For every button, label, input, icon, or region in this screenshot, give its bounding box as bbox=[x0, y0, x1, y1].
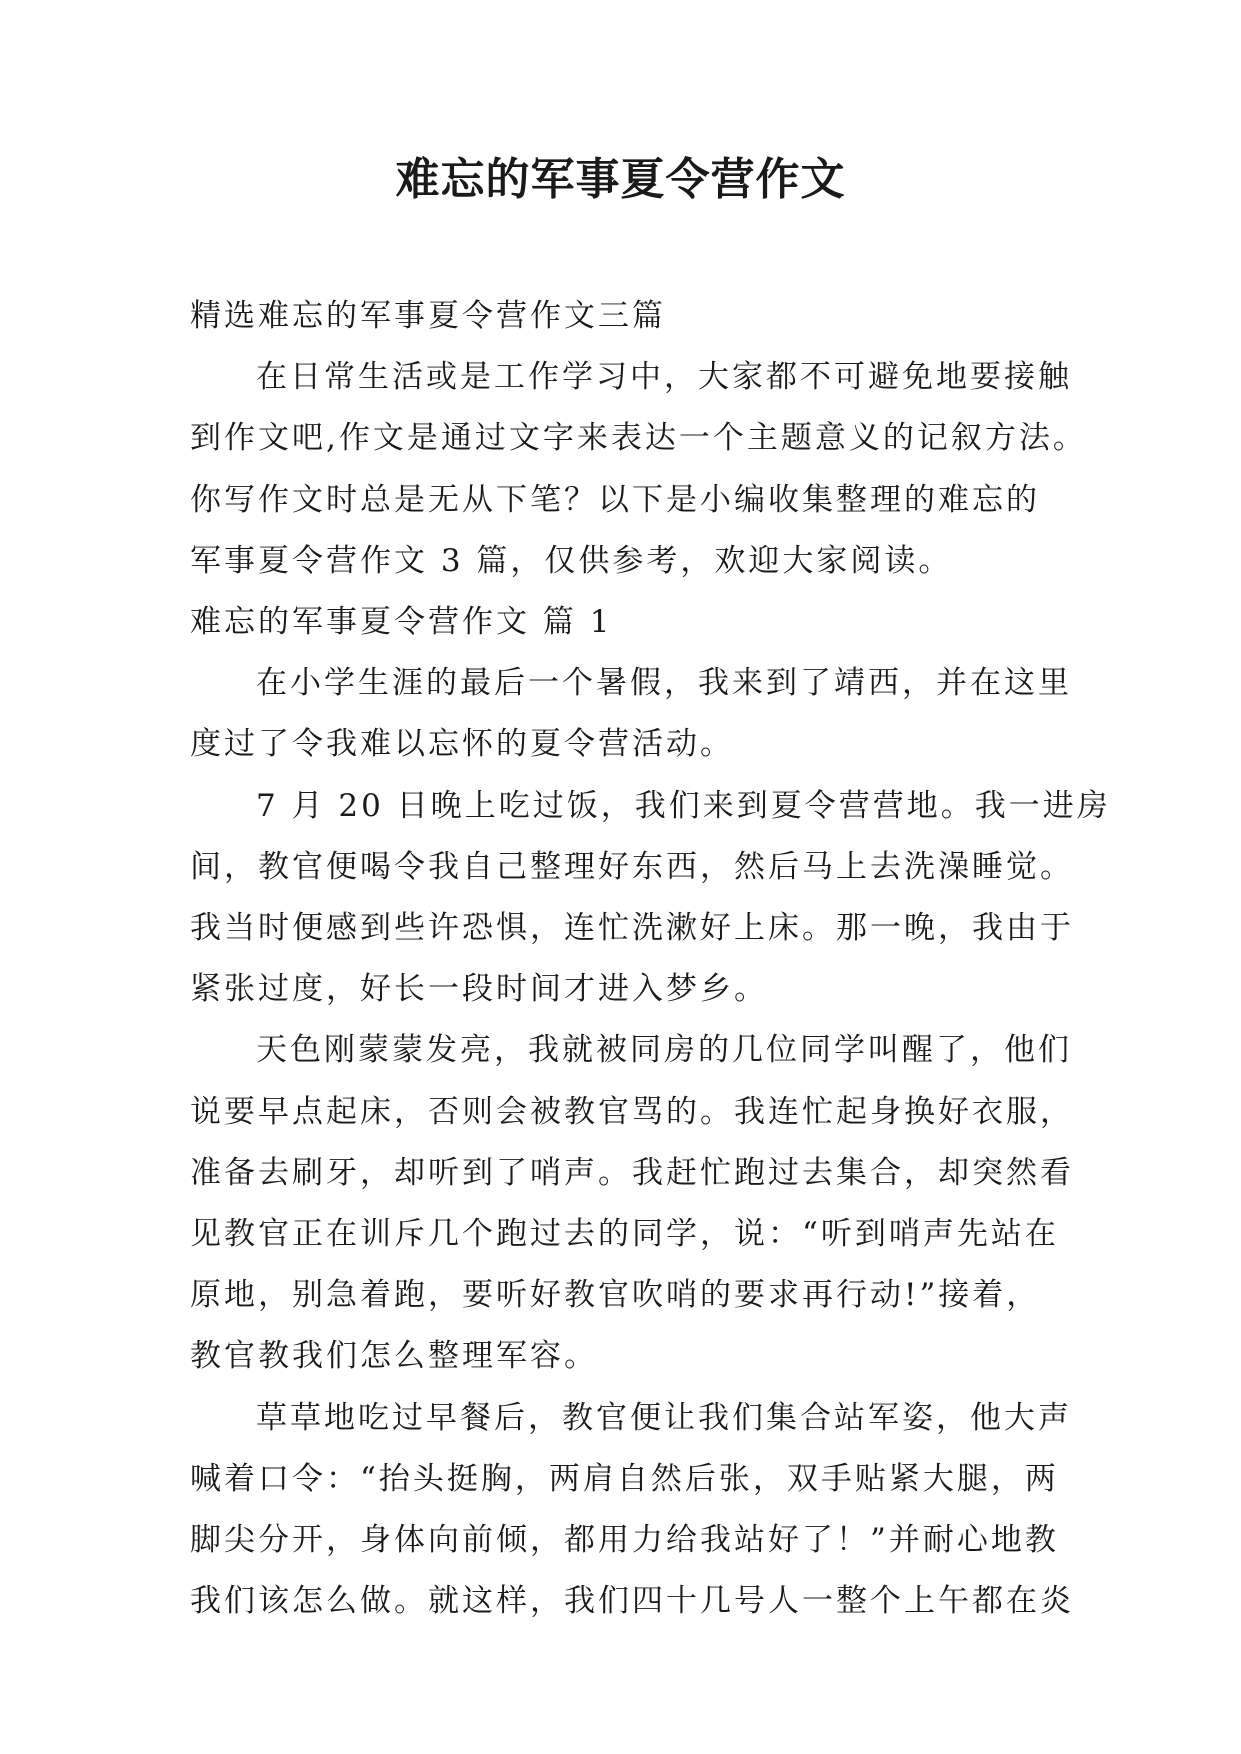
document-body bbox=[190, 286, 1111, 1632]
document-title: 难忘的军事夏令营作文 bbox=[395, 154, 846, 205]
paragraph-line: 草草地吃过早餐后，教官便让我们集合站军姿，他大声 bbox=[256, 1399, 1072, 1436]
paragraph-line: 说要早点起床，否则会被教官骂的。我连忙起身换好衣服， bbox=[190, 1093, 1074, 1130]
paragraph-line: 度过了令我难以忘怀的夏令营活动。 bbox=[190, 726, 734, 763]
paragraph-line: 教官教我们怎么整理军容。 bbox=[190, 1338, 598, 1375]
document-subtitle bbox=[190, 286, 1065, 347]
paragraph-line: 紧张过度，好长一段时间才进入梦乡。 bbox=[190, 971, 768, 1008]
section-heading-text: 难忘的军事夏令营作文 篇 1 bbox=[190, 604, 613, 641]
intro-line: 在日常生活或是工作学习中，大家都不可避免地要接触 bbox=[256, 359, 1072, 396]
paragraph-line: 7 月 20 日晚上吃过饭，我们来到夏令营营地。我一进房 bbox=[256, 787, 1111, 824]
paragraph-line: 我当时便感到些许恐惧，连忙洗漱好上床。那一晚，我由于 bbox=[190, 910, 1074, 947]
paragraph-line: 原地，别急着跑，要听好教官吹哨的要求再行动!”接着， bbox=[190, 1277, 1041, 1314]
intro-line: 到作文吧,作文是通过文字来表达一个主题意义的记叙方法。 bbox=[190, 420, 1087, 457]
paragraph-1 bbox=[190, 653, 1072, 775]
paragraph-2 bbox=[190, 776, 1111, 1021]
paragraph-line: 见教官正在训斥几个跑过去的同学，说：“听到哨声先站在 bbox=[190, 1216, 1059, 1253]
paragraph-line: 在小学生涯的最后一个暑假，我来到了靖西，并在这里 bbox=[256, 665, 1072, 702]
intro-paragraph bbox=[190, 347, 1087, 592]
intro-line: 军事夏令营作文 3 篇，仅供参考，欢迎大家阅读。 bbox=[190, 542, 953, 579]
paragraph-line: 我们该怎么做。就这样，我们四十几号人一整个上午都在炎 bbox=[190, 1583, 1074, 1620]
paragraph-line: 间，教官便喝令我自己整理好东西，然后马上去洗澡睡觉。 bbox=[190, 848, 1074, 885]
paragraph-3 bbox=[190, 1020, 1074, 1387]
section-heading bbox=[190, 592, 1065, 653]
subtitle-line: 精选难忘的军事夏令营作文三篇 bbox=[190, 298, 666, 334]
paragraph-line: 准备去刷牙，却听到了哨声。我赶忙跑过去集合，却突然看 bbox=[190, 1154, 1074, 1191]
paragraph-line: 天色刚蒙蒙发亮，我就被同房的几位同学叫醒了，他们 bbox=[256, 1032, 1072, 1069]
paragraph-4 bbox=[190, 1388, 1074, 1633]
paragraph-line: 喊着口令：“抬头挺胸，两肩自然后张，双手贴紧大腿，两 bbox=[190, 1460, 1059, 1497]
intro-line: 你写作文时总是无从下笔？以下是小编收集整理的难忘的 bbox=[190, 481, 1040, 518]
paragraph-line: 脚尖分开，身体向前倾，都用力给我站好了！”并耐心地教 bbox=[190, 1522, 1059, 1559]
